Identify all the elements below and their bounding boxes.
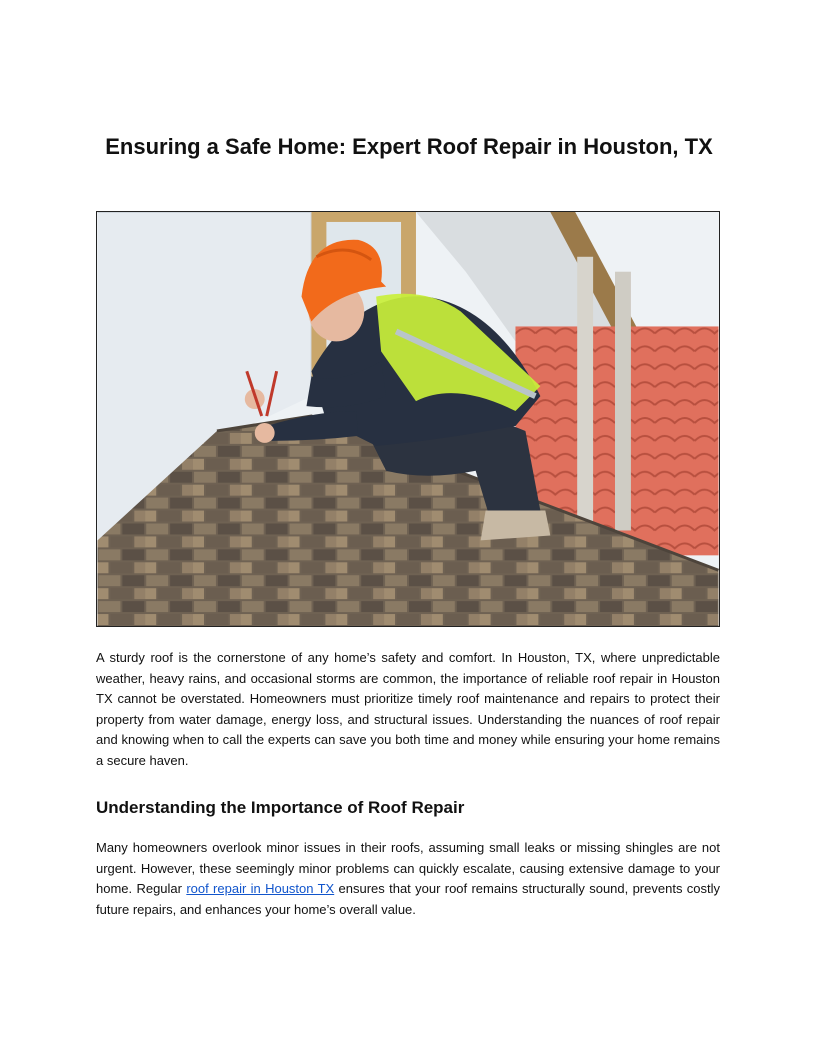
paragraph-text-end: ensures that your roof remains structurally sound, prevents costly future repairs, and enhances your home’s overall value. xyxy=(96,881,720,917)
roofer-photo xyxy=(96,211,720,627)
roof-repair-link[interactable]: roof repair in Houston TX xyxy=(186,881,335,897)
roofer-illustration xyxy=(97,212,719,626)
intro-paragraph: A sturdy roof is the cornerstone of any home’s safety and comfort. In Houston, TX, where unpredictable weather, heavy rains, and occasional storms are common, the importance of reliable roof repair in Houston TX cannot be overstated. Homeowners must prioritize timely roof maintenance and repairs to protect their property from water damage, energy loss, and structural issues. Understanding the nuances of roof repair and knowing when to call the experts can save you both time and money while ensuring your home remains a secure haven. xyxy=(96,650,720,768)
section-heading: Understanding the Importance of Roof Repair xyxy=(96,798,465,817)
page-title: Ensuring a Safe Home: Expert Roof Repair in Houston, TX xyxy=(105,134,713,159)
body-paragraph xyxy=(96,838,720,920)
paragraph-text-start: Many homeowners overlook minor issues in their roofs, assuming small leaks or missing shingles are not urgent. However, these seemingly minor problems can quickly escalate, causing extensive damage to your home. Regular xyxy=(96,840,720,897)
